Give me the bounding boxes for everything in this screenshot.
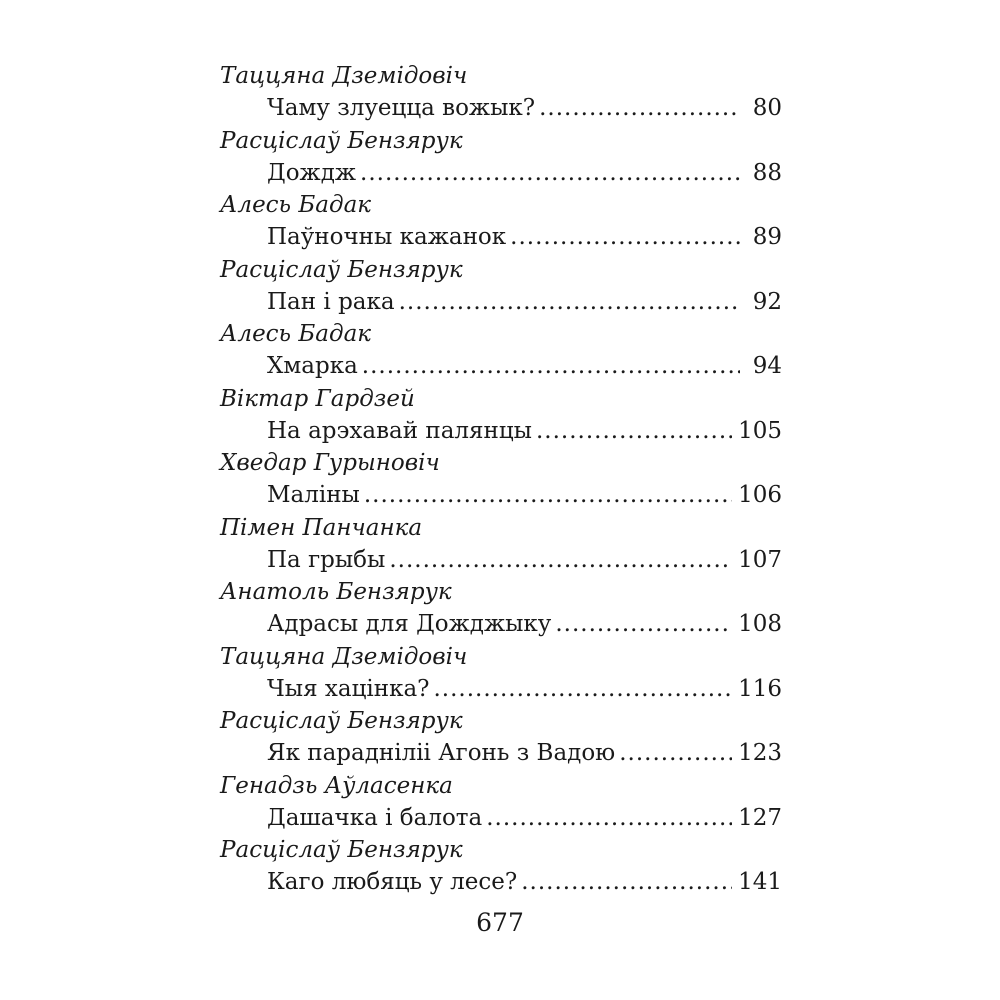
toc-line xyxy=(267,221,782,253)
dot-leader xyxy=(619,737,732,769)
toc-author: Таццяна Дземідовіч xyxy=(220,63,468,89)
toc-title: Пан і рака xyxy=(267,288,395,315)
toc-entry xyxy=(220,189,782,254)
toc-line xyxy=(267,92,782,124)
toc-page-number: 89 xyxy=(752,224,782,250)
toc-page-number: 116 xyxy=(738,675,782,702)
dot-leader xyxy=(536,415,732,447)
dot-leader xyxy=(360,157,740,189)
toc-title: Па грыбы xyxy=(267,546,386,573)
dot-leader xyxy=(510,221,740,253)
toc-line xyxy=(267,737,782,769)
toc-author: Хведар Гурыновіч xyxy=(220,450,440,476)
toc-title: Чаму злуецца вожык? xyxy=(267,95,536,121)
toc-page-number: 88 xyxy=(752,159,782,186)
toc-line xyxy=(267,608,782,640)
toc-line xyxy=(267,350,782,382)
dot-leader xyxy=(389,544,732,576)
dot-leader xyxy=(486,802,732,834)
toc-author: Расціслаў Бензярук xyxy=(220,708,463,734)
toc-line xyxy=(267,544,782,576)
toc-title: Як парадніліi Агонь з Вадою xyxy=(267,740,616,766)
toc-page-number: 127 xyxy=(738,804,782,831)
toc-title: Дождж xyxy=(267,159,357,186)
dot-leader xyxy=(433,673,732,705)
toc-title: На арэхавай палянцы xyxy=(267,417,532,444)
toc-entry xyxy=(220,254,782,319)
toc-entry xyxy=(220,125,782,190)
toc-page-number: 123 xyxy=(738,740,782,766)
toc-author: Віктар Гардзей xyxy=(220,385,415,412)
toc-author: Алесь Бадак xyxy=(220,321,372,347)
toc-author: Алесь Бадак xyxy=(220,192,372,218)
toc-line xyxy=(267,286,782,318)
table-of-contents xyxy=(220,60,782,899)
toc-author: Анатоль Бензярук xyxy=(220,579,452,605)
toc-title: Адрасы для Дожджыку xyxy=(267,611,552,637)
toc-title: Чыя хацінка? xyxy=(267,675,430,702)
dot-leader xyxy=(521,866,732,898)
toc-entry xyxy=(220,318,782,383)
toc-author: Пімен Панчанка xyxy=(220,514,423,541)
dot-leader xyxy=(399,286,740,318)
dot-leader xyxy=(364,479,732,511)
dot-leader xyxy=(362,350,740,382)
toc-entry xyxy=(220,383,782,448)
toc-title: Маліны xyxy=(267,482,360,508)
toc-page-number: 105 xyxy=(738,417,782,444)
toc-entry xyxy=(220,447,782,512)
toc-entry xyxy=(220,512,782,577)
dot-leader xyxy=(555,608,732,640)
toc-page-number: 108 xyxy=(738,611,782,637)
toc-entry xyxy=(220,705,782,770)
toc-author: Расціслаў Бензярук xyxy=(220,127,463,154)
page-number: 677 xyxy=(476,908,524,937)
toc-entry xyxy=(220,576,782,641)
toc-entry xyxy=(220,641,782,706)
toc-page-number: 80 xyxy=(752,95,782,121)
toc-author: Расціслаў Бензярук xyxy=(220,837,463,863)
toc-title: Хмарка xyxy=(267,353,358,379)
toc-entry xyxy=(220,60,782,125)
toc-line xyxy=(267,479,782,511)
toc-author: Генадзь Аўласенка xyxy=(220,772,453,799)
toc-line xyxy=(267,673,782,705)
toc-title: Дашачка і балота xyxy=(267,804,483,831)
toc-title: Паўночны кажанок xyxy=(267,224,507,250)
toc-entry xyxy=(220,770,782,835)
toc-author: Таццяна Дземідовіч xyxy=(220,643,468,670)
toc-line xyxy=(267,802,782,834)
toc-line xyxy=(267,866,782,898)
toc-line xyxy=(267,157,782,189)
toc-page-number: 92 xyxy=(752,288,782,315)
toc-title: Каго любяць у лесе? xyxy=(267,869,518,895)
toc-page-number: 107 xyxy=(738,546,782,573)
toc-page-number: 106 xyxy=(738,482,782,508)
toc-line xyxy=(267,415,782,447)
toc-page-number: 141 xyxy=(738,869,782,895)
toc-author: Расціслаў Бензярук xyxy=(220,256,463,283)
dot-leader xyxy=(539,92,740,124)
toc-page-number: 94 xyxy=(752,353,782,379)
toc-entry xyxy=(220,834,782,899)
